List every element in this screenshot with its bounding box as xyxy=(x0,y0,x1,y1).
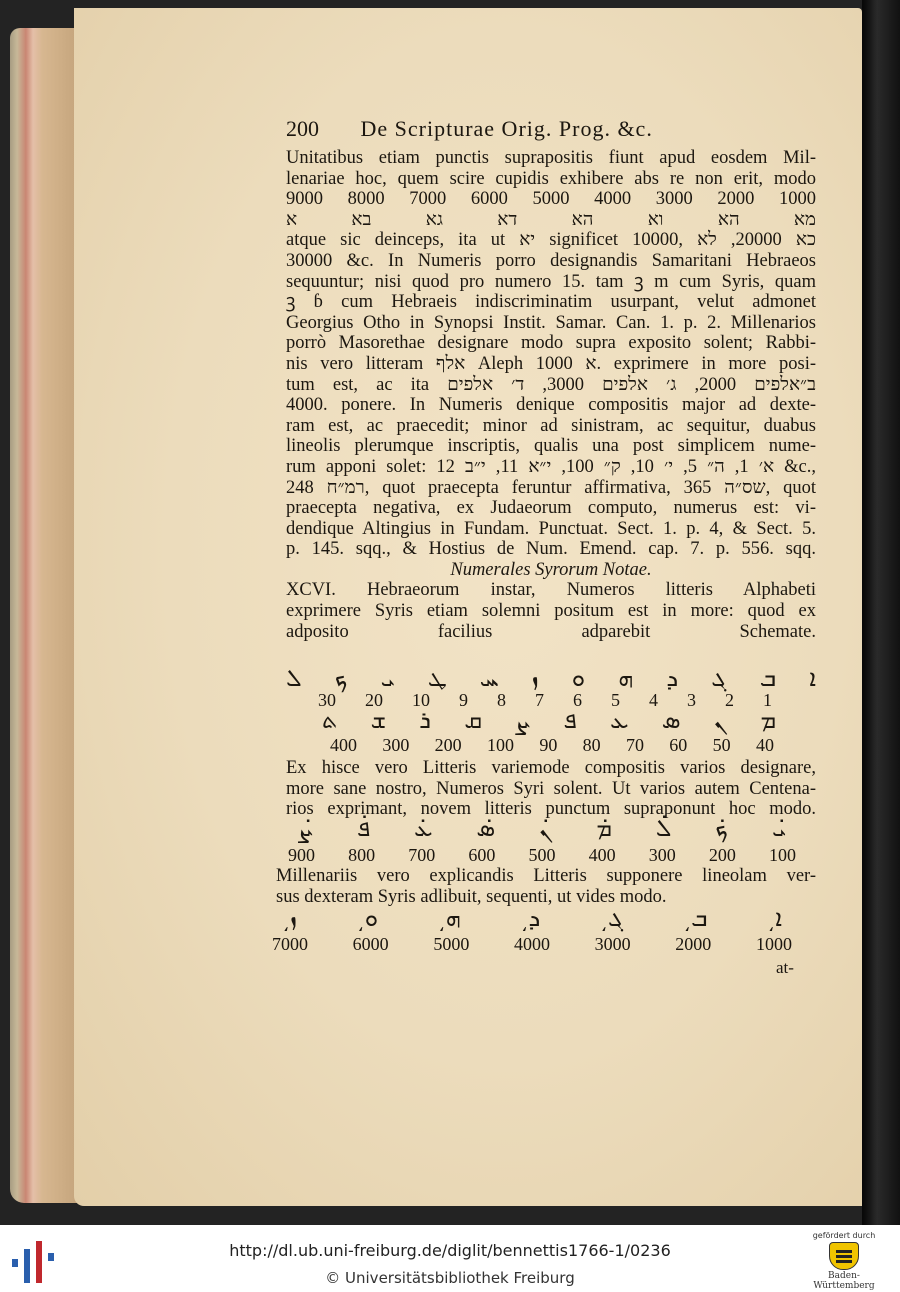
text-line: rios exprimant, novem litteris punctum supraponunt hoc modo. xyxy=(286,799,816,820)
syriac-letter: ܥ̇ xyxy=(414,816,433,842)
syriac-glyph-row-1 xyxy=(286,666,816,693)
syriac-glyph-row-4 xyxy=(282,906,782,933)
permalink-url[interactable]: http://dl.ub.uni-freiburg.de/diglit/bennettis1766-1/0236 xyxy=(229,1241,671,1260)
numeral: 400 xyxy=(588,845,616,865)
text-line: sequuntur; nisi quod pro numero 15. tam ꝫ m cum Syris, quam xyxy=(286,271,816,292)
text-line: רמ״ח 248, quot praecepta feruntur affirmativa, שס״ה 365, quot xyxy=(286,477,817,498)
numeral: 900 xyxy=(288,845,315,865)
text-line: lineolis plerumque inscriptis, qualis una post simplicem nume- xyxy=(286,436,816,457)
text-line: sus dexteram Syris adlibuit, sequenti, ut vides modo. xyxy=(276,886,667,907)
syriac-letter: ܓ͵ xyxy=(600,906,624,932)
numeral: 70 xyxy=(625,735,644,755)
text-line: Millenariis vero explicandis Litteris supponere lineolam ver- xyxy=(276,866,816,886)
numeral: 3 xyxy=(687,690,696,710)
syriac-letter: ܕ xyxy=(666,666,679,692)
numeral: 2000 xyxy=(675,934,712,954)
syriac-glyph-row-2 xyxy=(322,708,776,735)
syriac-letter: ܗ xyxy=(618,666,634,692)
numeral: 7 xyxy=(535,690,544,710)
numeral: 40 xyxy=(755,735,774,755)
sponsor-logo xyxy=(798,1231,890,1291)
text-line: porrò Masorethae designare modo supra exposito solent; Rabbi- xyxy=(286,333,816,354)
running-header xyxy=(286,116,653,142)
numeral: 200 xyxy=(708,845,736,865)
syriac-letter: ܡ̇ xyxy=(596,816,612,842)
syriac-letter: ܢ̇ xyxy=(539,816,553,842)
syriac-letter: ܪ xyxy=(419,708,431,734)
text-line: ꝫ ɓ cum Hebraeis indiscriminatim usurpant, velut admonet xyxy=(286,292,816,313)
numeral: 10 xyxy=(412,690,430,710)
syriac-letter: ܐ͵ xyxy=(767,906,782,932)
numeral: 100 xyxy=(769,845,796,865)
syriac-letter: ܛ xyxy=(427,666,447,692)
syriac-letter: ܡ xyxy=(760,708,776,734)
text-line: מא הא וא הא דא גא בא א xyxy=(286,209,816,230)
numeral: 20 xyxy=(365,690,383,710)
numeral: 600 xyxy=(468,845,496,865)
numeral: 300 xyxy=(382,735,410,755)
text-line: 4000. ponere. In Numeris denique compositis major ad dexte- xyxy=(286,395,816,416)
numeral: 5 xyxy=(611,690,620,710)
numeral: 800 xyxy=(348,845,376,865)
syriac-letter: ܟ̇ xyxy=(715,816,729,842)
syriac-letter: ܣ̇ xyxy=(476,816,496,842)
sponsor-caption: gefördert durch xyxy=(812,1231,876,1240)
text-line: tum est, ac ita ב״אלפים 2000, ג׳ אלפים 3000, ד׳ אלפים xyxy=(286,374,816,395)
numeral: 4000 xyxy=(513,934,550,954)
viewer-footer xyxy=(0,1225,900,1292)
numeral: 4 xyxy=(649,690,658,710)
text-line: Unitatibus etiam punctis suprapositis fiunt apud eosdem Mil- xyxy=(286,148,816,168)
syriac-letter: ܝ̇ xyxy=(772,816,786,842)
syriac-letter: ܒ͵ xyxy=(683,906,708,932)
syriac-letter: ܠ̇ xyxy=(655,816,672,842)
syriac-number-row-2 xyxy=(330,735,774,756)
text-line: more sane nostro, Numeros Syri solent. Ut varios autem Centena- xyxy=(286,778,816,799)
text-line: nis vero litteram אלף Aleph א 1000. exprimere in more posi- xyxy=(286,353,816,374)
crest-icon xyxy=(829,1242,859,1270)
text-line: adposito facilius adparebit Schemate. xyxy=(286,621,816,642)
text-line: dendique Altingius in Fundam. Punctuat. Sect. 1. p. 4, & Sect. 5. xyxy=(286,518,816,539)
text-line: Ex hisce vero Litteris variemode compositis varios designare, xyxy=(286,758,816,778)
page-number: 200 xyxy=(286,116,319,141)
syriac-letter: ܦ̇ xyxy=(356,816,371,842)
syriac-letter: ܚ xyxy=(479,666,499,692)
text-line: lenariae hoc, quem scire cupidis exhibere abs re non erit, modo xyxy=(286,168,816,189)
numeral: 300 xyxy=(648,845,676,865)
syriac-letter: ܙ͵ xyxy=(282,906,298,932)
numeral: 200 xyxy=(434,735,462,755)
syriac-letter: ܫ xyxy=(370,708,387,734)
syriac-number-row-4 xyxy=(272,934,792,955)
text-line: XCVI. Hebraeorum instar, Numeros litteris Alphabeti xyxy=(286,580,816,601)
syriac-letter: ܬ xyxy=(322,708,338,734)
syriac-letter: ܨ̇ xyxy=(298,816,314,842)
syriac-letter: ܕ͵ xyxy=(520,906,541,932)
numeral: 6 xyxy=(573,690,582,710)
running-title: De Scripturae Orig. Prog. &c. xyxy=(360,116,653,141)
copyright-notice: © Universitätsbibliothek Freiburg xyxy=(325,1269,575,1287)
catchword: at- xyxy=(776,958,794,977)
syriac-number-row-3 xyxy=(288,845,796,866)
numeral: 8 xyxy=(497,690,506,710)
syriac-glyph-row-3 xyxy=(298,816,786,843)
text-line: 9000 8000 7000 6000 5000 4000 3000 2000 1000 xyxy=(286,189,816,210)
text-line: praecepta negativa, ex Judaeorum computo, numerus est: vi- xyxy=(286,498,816,519)
body-text-millenarii xyxy=(276,866,816,907)
body-text xyxy=(286,148,816,642)
syriac-letter: ܒ xyxy=(759,666,777,692)
syriac-letter: ܟ xyxy=(334,666,348,692)
gutter-shadow xyxy=(862,0,874,1225)
text-line: exprimere Syris etiam solemni positum est in more: quod ex xyxy=(286,601,816,622)
text-line: rum apponi solet: א׳ 1, ה״ 5, י׳ 10, ק״ 100, י״א 11, י״ב 12 &c., xyxy=(286,456,817,477)
numeral: 400 xyxy=(330,735,357,755)
numeral: 700 xyxy=(408,845,436,865)
syriac-letter: ܙ xyxy=(531,666,539,692)
numeral: 80 xyxy=(582,735,601,755)
numeral: 7000 xyxy=(272,934,308,954)
text-line: ram est, ac praecedit; minor ad sinistram, ac sequitur, duabus xyxy=(286,415,816,436)
syriac-letter: ܘ xyxy=(571,666,586,692)
section-heading: Numerales Syrorum Notae. xyxy=(450,559,652,580)
numeral: 50 xyxy=(712,735,731,755)
syriac-letter: ܐ xyxy=(809,666,816,692)
text-line: Georgius Otho in Synopsi Instit. Samar. Can. 1. p. 2. Millenarios xyxy=(286,312,816,333)
numeral: 2 xyxy=(725,690,734,710)
syriac-letter: ܥ xyxy=(610,708,629,734)
sponsor-name: Baden-Württemberg xyxy=(813,1271,875,1291)
text-line: p. 145. sqq., & Hostius de Num. Emend. cap. 7. p. 556. sqq. xyxy=(286,539,816,560)
numeral: 90 xyxy=(539,735,558,755)
numeral: 1000 xyxy=(755,934,792,954)
numeral: 500 xyxy=(528,845,556,865)
numeral: 1 xyxy=(763,690,772,710)
syriac-letter: ܗ͵ xyxy=(437,906,461,932)
numeral: 9 xyxy=(459,690,468,710)
body-text-centenarii xyxy=(286,758,816,820)
syriac-letter: ܘ͵ xyxy=(356,906,379,932)
numeral: 5000 xyxy=(433,934,470,954)
page-edge xyxy=(10,28,82,1203)
syriac-letter: ܩ xyxy=(464,708,482,734)
numeral: 6000 xyxy=(352,934,389,954)
numeral: 100 xyxy=(486,735,514,755)
syriac-letter: ܢ xyxy=(714,708,728,734)
numeral: 3000 xyxy=(594,934,631,954)
syriac-letter: ܦ xyxy=(563,708,577,734)
syriac-letter: ܨ xyxy=(515,708,531,734)
syriac-letter: ܓ xyxy=(711,666,727,692)
syriac-letter: ܣ xyxy=(661,708,681,734)
numeral: 60 xyxy=(669,735,688,755)
text-line: 30000 &c. In Numeris porro designandis Samaritani Hebraeos xyxy=(286,250,816,271)
syriac-letter: ܝ xyxy=(380,666,395,692)
syriac-letter: ܠ xyxy=(286,666,302,692)
text-line: atque sic deinceps, ita ut יא significet 10000, כא 20000, לא xyxy=(286,230,816,251)
numeral: 30 xyxy=(318,690,336,710)
